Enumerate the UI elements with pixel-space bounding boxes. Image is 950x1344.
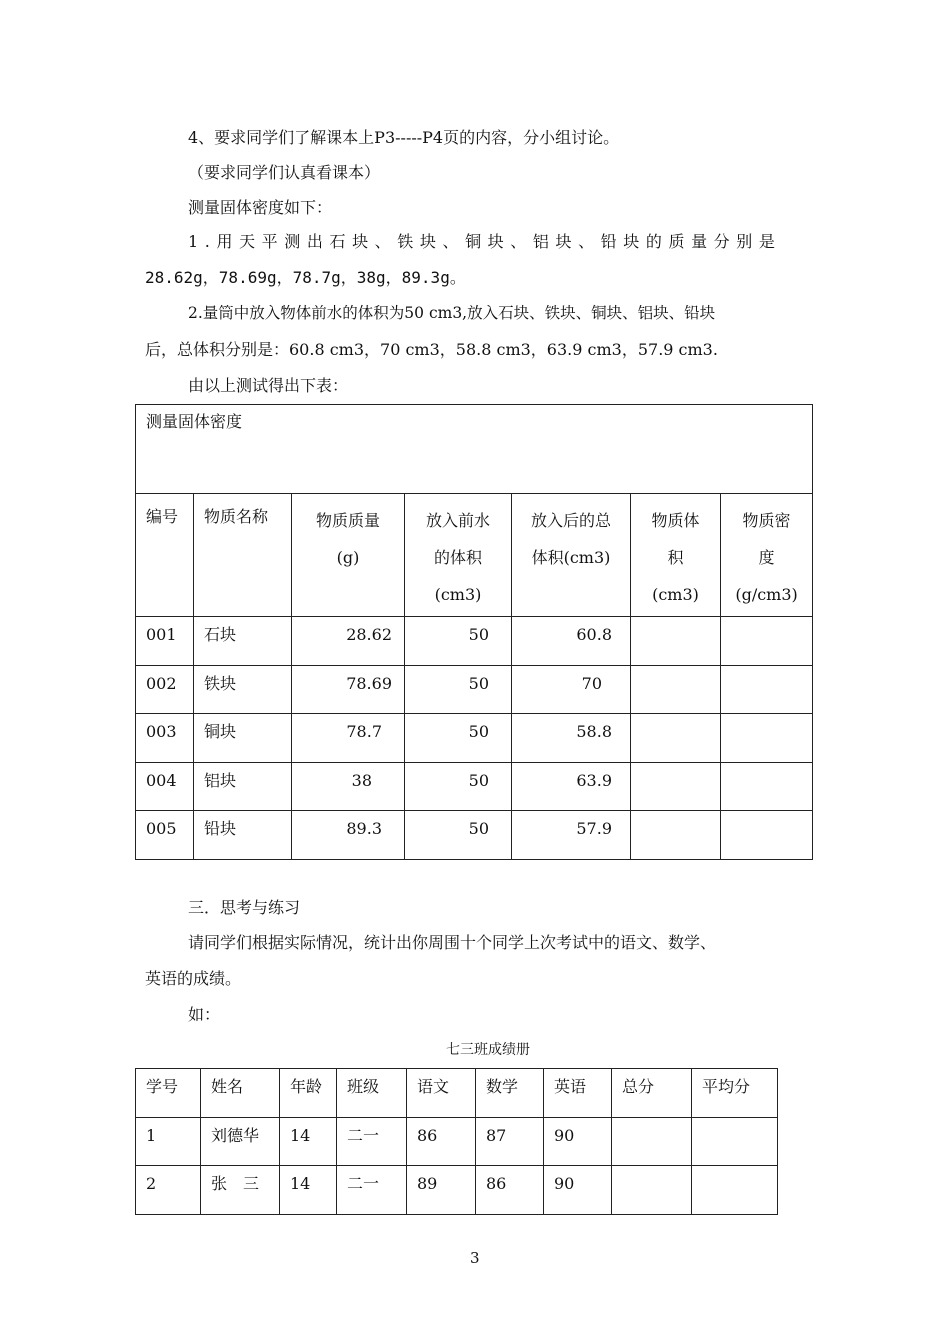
density-table-title: 测量固体密度 xyxy=(136,405,813,494)
header-volume-before: 放入前水 的体积 (cm3) xyxy=(405,494,512,617)
header-math: 数学 xyxy=(476,1069,544,1118)
header-density: 物质密 度 (g/cm3) xyxy=(721,494,813,617)
header-class: 班级 xyxy=(337,1069,407,1118)
table-row: 002 铁块 78.69 50 70 xyxy=(136,666,813,714)
table-row: 1 刘德华 14 二一 86 87 90 xyxy=(136,1118,778,1166)
header-english: 英语 xyxy=(544,1069,612,1118)
paragraph-mass-intro: 1.用天平测出石块、铁块、铜块、铝块、铅块的质量分别是 xyxy=(188,232,782,251)
grade-table-caption: 七三班成绩册 xyxy=(446,1042,530,1058)
header-volume-after: 放入后的总 体积(cm3) xyxy=(512,494,631,617)
paragraph-measure-density: 测量固体密度如下： xyxy=(188,198,333,217)
paragraph-volume-values: 后，总体积分别是：60.8 cm3，70 cm3，58.8 cm3，63.9 cm3，57.9 cm3. xyxy=(145,340,718,359)
header-substance-name: 物质名称 xyxy=(194,494,292,617)
paragraph-read-textbook: （要求同学们认真看课本） xyxy=(188,163,381,182)
paragraph-practice-task-end: 英语的成绩。 xyxy=(145,969,242,988)
paragraph-textbook-discussion: 4、要求同学们了解课本上P3-----P4页的内容，分小组讨论。 xyxy=(188,128,620,147)
header-student-number: 学号 xyxy=(136,1069,201,1118)
header-mass: 物质质量 (g) xyxy=(292,494,405,617)
density-table-header-row xyxy=(136,494,813,617)
header-chinese: 语文 xyxy=(407,1069,476,1118)
paragraph-mass-values: 28.62g，78.69g，78.7g，38g，89.3g。 xyxy=(145,268,466,287)
paragraph-example: 如： xyxy=(188,1005,221,1024)
table-row: 005 铅块 89.3 50 57.9 xyxy=(136,811,813,860)
page-number: 3 xyxy=(470,1249,480,1267)
header-total: 总分 xyxy=(612,1069,692,1118)
table-row: 004 铝块 38 50 63.9 xyxy=(136,763,813,811)
table-row: 001 石块 28.62 50 60.8 xyxy=(136,617,813,666)
section-heading-practice: 三．思考与练习 xyxy=(188,898,301,917)
header-average: 平均分 xyxy=(692,1069,778,1118)
grade-table xyxy=(135,1068,778,1215)
paragraph-volume-intro: 2.量筒中放入物体前水的体积为50 cm3,放入石块、铁块、铜块、铝块、铅块 xyxy=(188,304,716,322)
header-name: 姓名 xyxy=(201,1069,280,1118)
density-table xyxy=(135,404,813,860)
table-row: 2 张 三 14 二一 89 86 90 xyxy=(136,1166,778,1215)
paragraph-practice-task: 请同学们根据实际情况，统计出你周围十个同学上次考试中的语文、数学、 xyxy=(188,933,717,952)
paragraph-table-intro: 由以上测试得出下表： xyxy=(188,376,349,395)
grade-table-header-row xyxy=(136,1069,778,1118)
header-id: 编号 xyxy=(136,494,194,617)
header-age: 年龄 xyxy=(280,1069,337,1118)
header-substance-volume: 物质体 积 (cm3) xyxy=(631,494,721,617)
table-row: 003 铜块 78.7 50 58.8 xyxy=(136,714,813,763)
